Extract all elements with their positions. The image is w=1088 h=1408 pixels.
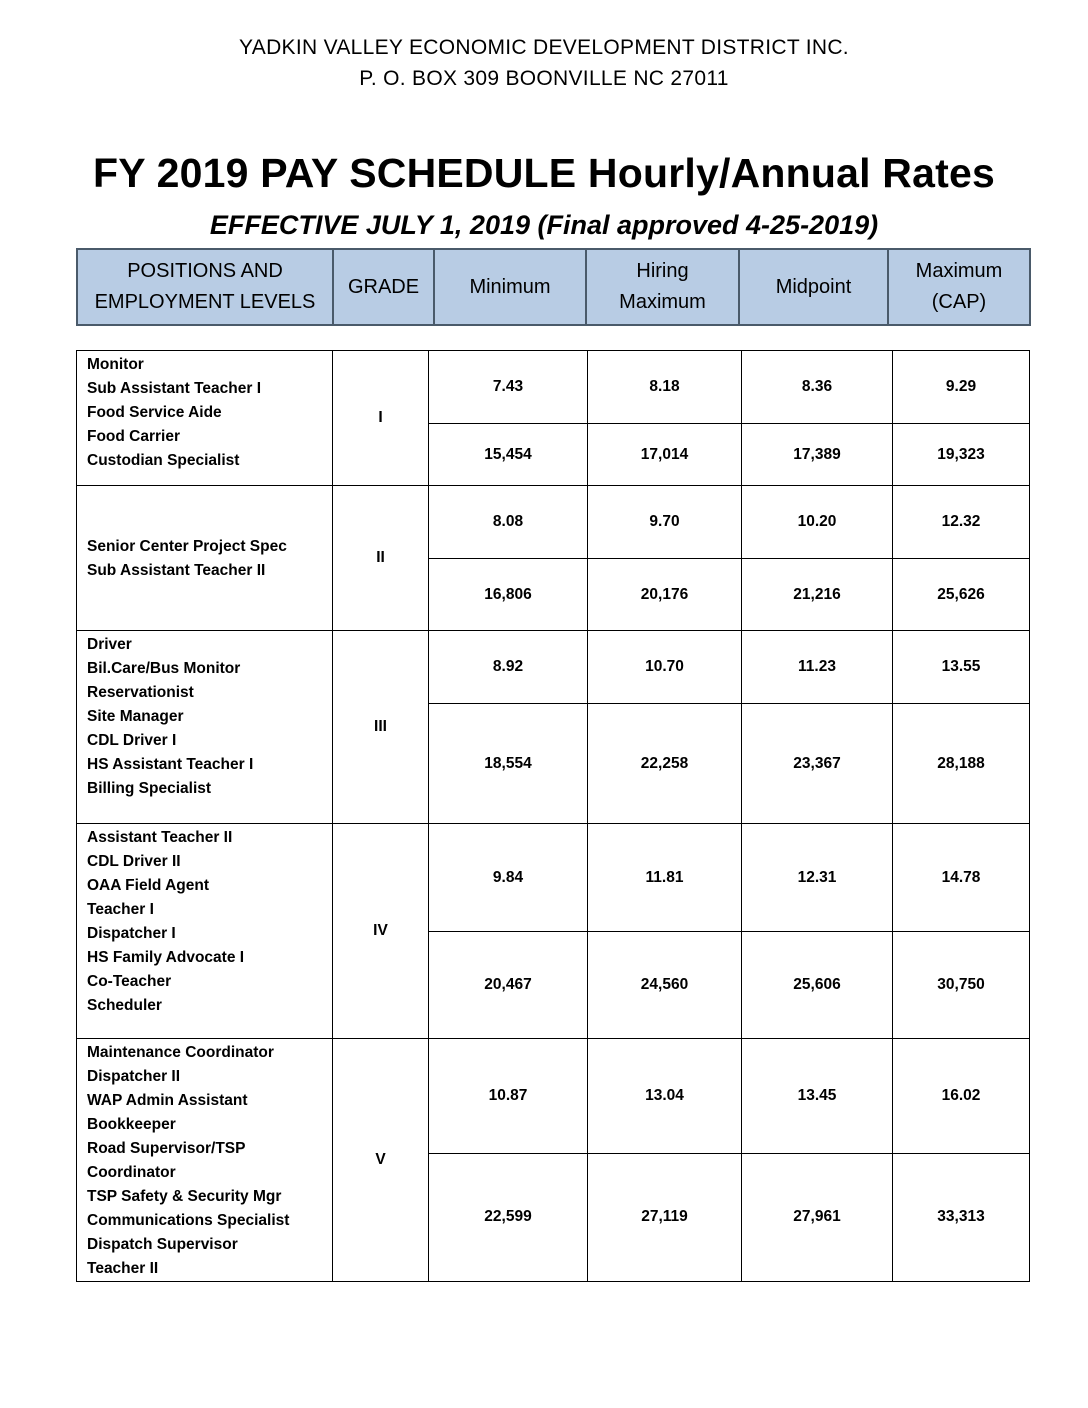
annual-maximum-cap-cell: 19,323 bbox=[893, 424, 1030, 486]
annual-midpoint-cell: 27,961 bbox=[742, 1153, 893, 1281]
hourly-minimum-cell: 9.84 bbox=[429, 824, 588, 932]
position-name: Monitor bbox=[87, 356, 144, 373]
column-header-maximum-cap-line1: Maximum bbox=[915, 260, 1003, 282]
position-name: CDL Driver I bbox=[87, 732, 177, 749]
column-header-maximum-cap-line2: (CAP) bbox=[931, 291, 987, 313]
column-header-minimum: Minimum bbox=[434, 249, 586, 325]
position-name: Senior Center Project Spec bbox=[87, 538, 287, 555]
position-name: Co-Teacher bbox=[87, 973, 172, 990]
annual-maximum-cap-cell: 28,188 bbox=[893, 704, 1030, 824]
position-name: Custodian Specialist bbox=[87, 452, 240, 469]
hourly-minimum-cell: 8.92 bbox=[429, 631, 588, 704]
grade-cell: II bbox=[333, 486, 429, 631]
column-header-positions-line2: EMPLOYMENT LEVELS bbox=[94, 291, 316, 313]
annual-hiring-maximum-cell: 20,176 bbox=[588, 559, 742, 631]
position-name: Scheduler bbox=[87, 997, 162, 1014]
column-header-table bbox=[76, 248, 1031, 326]
grade-cell: III bbox=[333, 631, 429, 824]
column-header-hiring-maximum bbox=[586, 249, 739, 325]
column-header-midpoint: Midpoint bbox=[739, 249, 888, 325]
hourly-midpoint-cell: 11.23 bbox=[742, 631, 893, 704]
position-name: WAP Admin Assistant bbox=[87, 1092, 248, 1109]
column-header-grade: GRADE bbox=[333, 249, 434, 325]
hourly-hiring-maximum-cell: 11.81 bbox=[588, 824, 742, 932]
hourly-maximum-cap-cell: 9.29 bbox=[893, 351, 1030, 424]
annual-midpoint-cell: 23,367 bbox=[742, 704, 893, 824]
annual-hiring-maximum-cell: 27,119 bbox=[588, 1153, 742, 1281]
column-header-hiring-maximum-line2: Maximum bbox=[619, 291, 706, 313]
hourly-midpoint-cell: 13.45 bbox=[742, 1039, 893, 1154]
hourly-hiring-maximum-cell: 10.70 bbox=[588, 631, 742, 704]
hourly-midpoint-cell: 12.31 bbox=[742, 824, 893, 932]
grade-hourly-row bbox=[77, 824, 1030, 932]
annual-minimum-cell: 20,467 bbox=[429, 932, 588, 1039]
hourly-maximum-cap-cell: 12.32 bbox=[893, 486, 1030, 559]
position-name: Reservationist bbox=[87, 684, 194, 701]
organization-name: YADKIN VALLEY ECONOMIC DEVELOPMENT DISTRICT INC. bbox=[239, 36, 849, 59]
position-name: Bil.Care/Bus Monitor bbox=[87, 660, 241, 677]
positions-cell bbox=[77, 351, 333, 486]
annual-hiring-maximum-cell: 24,560 bbox=[588, 932, 742, 1039]
column-header-maximum-cap bbox=[888, 249, 1030, 325]
annual-hiring-maximum-cell: 17,014 bbox=[588, 424, 742, 486]
hourly-midpoint-cell: 8.36 bbox=[742, 351, 893, 424]
position-name: HS Family Advocate I bbox=[87, 949, 245, 966]
organization-address: P. O. BOX 309 BOONVILLE NC 27011 bbox=[359, 67, 729, 90]
grade-hourly-row bbox=[77, 486, 1030, 559]
hourly-midpoint-cell: 10.20 bbox=[742, 486, 893, 559]
hourly-maximum-cap-cell: 13.55 bbox=[893, 631, 1030, 704]
page-title: FY 2019 PAY SCHEDULE Hourly/Annual Rates bbox=[93, 150, 995, 196]
annual-midpoint-cell: 21,216 bbox=[742, 559, 893, 631]
positions-cell bbox=[77, 824, 333, 1039]
position-name: TSP Safety & Security Mgr bbox=[87, 1188, 282, 1205]
position-name: CDL Driver II bbox=[87, 853, 181, 870]
position-name: Sub Assistant Teacher II bbox=[87, 562, 266, 579]
hourly-maximum-cap-cell: 14.78 bbox=[893, 824, 1030, 932]
annual-midpoint-cell: 17,389 bbox=[742, 424, 893, 486]
grade-cell: V bbox=[333, 1039, 429, 1282]
position-name: Sub Assistant Teacher I bbox=[87, 380, 261, 397]
position-name: Bookkeeper bbox=[87, 1116, 176, 1133]
column-header-hiring-maximum-line1: Hiring bbox=[636, 260, 689, 282]
positions-cell bbox=[77, 631, 333, 824]
annual-maximum-cap-cell: 30,750 bbox=[893, 932, 1030, 1039]
position-name: HS Assistant Teacher I bbox=[87, 756, 254, 773]
position-name: Teacher I bbox=[87, 901, 154, 918]
grade-cell: I bbox=[333, 351, 429, 486]
hourly-hiring-maximum-cell: 9.70 bbox=[588, 486, 742, 559]
annual-maximum-cap-cell: 33,313 bbox=[893, 1153, 1030, 1281]
annual-hiring-maximum-cell: 22,258 bbox=[588, 704, 742, 824]
pay-schedule-table bbox=[76, 350, 1030, 1282]
annual-midpoint-cell: 25,606 bbox=[742, 932, 893, 1039]
hourly-maximum-cap-cell: 16.02 bbox=[893, 1039, 1030, 1154]
annual-minimum-cell: 15,454 bbox=[429, 424, 588, 486]
hourly-minimum-cell: 8.08 bbox=[429, 486, 588, 559]
position-name: Dispatch Supervisor bbox=[87, 1236, 238, 1253]
column-header-row bbox=[77, 249, 1030, 325]
hourly-minimum-cell: 7.43 bbox=[429, 351, 588, 424]
position-name: Dispatcher I bbox=[87, 925, 176, 942]
position-name: Road Supervisor/TSP bbox=[87, 1140, 246, 1157]
hourly-minimum-cell: 10.87 bbox=[429, 1039, 588, 1154]
position-name: Maintenance Coordinator bbox=[87, 1044, 274, 1061]
grade-hourly-row bbox=[77, 631, 1030, 704]
annual-minimum-cell: 22,599 bbox=[429, 1153, 588, 1281]
position-name: Food Service Aide bbox=[87, 404, 222, 421]
annual-maximum-cap-cell: 25,626 bbox=[893, 559, 1030, 631]
hourly-hiring-maximum-cell: 8.18 bbox=[588, 351, 742, 424]
position-name: Coordinator bbox=[87, 1164, 176, 1181]
annual-minimum-cell: 16,806 bbox=[429, 559, 588, 631]
position-name: Communications Specialist bbox=[87, 1212, 290, 1229]
position-name: Assistant Teacher II bbox=[87, 829, 233, 846]
position-name: Driver bbox=[87, 636, 132, 653]
grade-hourly-row bbox=[77, 1039, 1030, 1154]
hourly-hiring-maximum-cell: 13.04 bbox=[588, 1039, 742, 1154]
positions-cell bbox=[77, 1039, 333, 1282]
page-subtitle: EFFECTIVE JULY 1, 2019 (Final approved 4-25-2019) bbox=[209, 210, 879, 240]
position-name: Dispatcher II bbox=[87, 1068, 181, 1085]
position-name: Teacher II bbox=[87, 1260, 159, 1277]
column-header-positions bbox=[77, 249, 333, 325]
position-name: Site Manager bbox=[87, 708, 184, 725]
column-header-positions-line1: POSITIONS AND bbox=[127, 260, 283, 282]
positions-cell bbox=[77, 486, 333, 631]
annual-minimum-cell: 18,554 bbox=[429, 704, 588, 824]
grade-hourly-row bbox=[77, 351, 1030, 424]
position-name: Food Carrier bbox=[87, 428, 181, 445]
grade-cell: IV bbox=[333, 824, 429, 1039]
position-name: OAA Field Agent bbox=[87, 877, 209, 894]
position-name: Billing Specialist bbox=[87, 780, 212, 797]
